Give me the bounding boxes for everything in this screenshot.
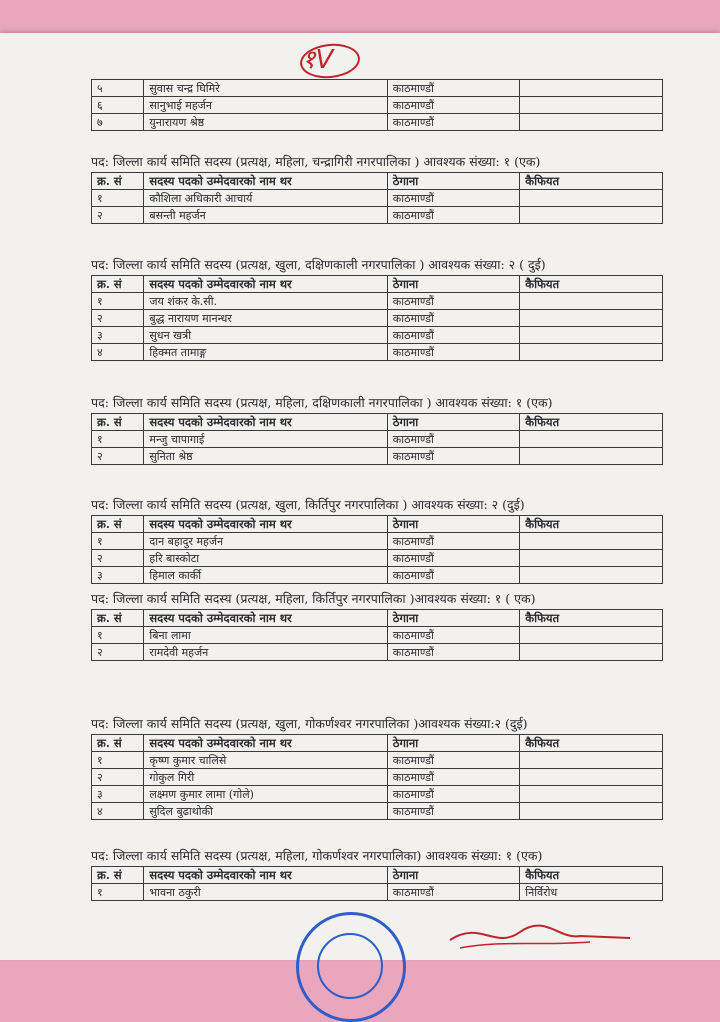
candidate-name-cell: सुनिता श्रेष्ठ <box>144 448 387 465</box>
table-row <box>92 344 663 361</box>
header-address: ठेगाना <box>387 173 519 190</box>
continuation-table <box>91 79 663 131</box>
remarks-cell <box>520 533 663 550</box>
remarks-cell <box>520 310 663 327</box>
address-cell: काठमाण्डौं <box>387 644 519 661</box>
candidate-name-cell: भावना ठकुरी <box>144 884 387 901</box>
table-header-row <box>92 516 663 533</box>
serial-number-cell: ३ <box>92 786 144 803</box>
candidate-name-cell: दान बहादुर महर्जन <box>144 533 387 550</box>
address-cell: काठमाण्डौं <box>387 752 519 769</box>
address-cell: काठमाण्डौं <box>387 550 519 567</box>
candidate-name-cell: बिना लामा <box>144 627 387 644</box>
candidate-name-cell: लक्ष्मण कुमार लामा (गोले) <box>144 786 387 803</box>
table-row <box>92 752 663 769</box>
serial-number-cell: १ <box>92 431 144 448</box>
remarks-cell <box>520 627 663 644</box>
remarks-cell <box>520 644 663 661</box>
header-address: ठेगाना <box>387 735 519 752</box>
candidate-table <box>91 275 663 361</box>
table-header-row <box>92 735 663 752</box>
table-row <box>92 803 663 820</box>
stamp-inner-ring <box>317 933 383 999</box>
candidate-name-cell: बसन्ती महर्जन <box>144 207 387 224</box>
address-cell: काठमाण्डौं <box>387 803 519 820</box>
table-row <box>92 431 663 448</box>
table-row <box>92 533 663 550</box>
serial-number-cell: ४ <box>92 344 144 361</box>
header-address: ठेगाना <box>387 276 519 293</box>
remarks-cell <box>520 752 663 769</box>
table-row <box>92 310 663 327</box>
address-cell: काठमाण्डौं <box>387 448 519 465</box>
remarks-cell <box>520 786 663 803</box>
position-section <box>85 716 665 820</box>
candidate-name-cell: हिमाल कार्की <box>144 567 387 584</box>
remarks-cell <box>520 207 663 224</box>
candidate-name-cell: गोकुल गिरी <box>144 769 387 786</box>
continuation-section <box>85 79 665 131</box>
candidate-name-cell: सुदिल बुढाथोकी <box>144 803 387 820</box>
serial-number-cell: १ <box>92 627 144 644</box>
header-serial-number: क्र. सं <box>92 276 144 293</box>
remarks-cell <box>520 550 663 567</box>
header-serial-number: क्र. सं <box>92 735 144 752</box>
address-cell: काठमाण्डौं <box>387 293 519 310</box>
table-row <box>92 448 663 465</box>
header-address: ठेगाना <box>387 610 519 627</box>
header-remarks: कैफियत <box>520 276 663 293</box>
address-cell: काठमाण्डौं <box>387 114 519 131</box>
header-remarks: कैफियत <box>520 735 663 752</box>
serial-number-cell: २ <box>92 644 144 661</box>
table-row <box>92 80 663 97</box>
serial-number-cell: ३ <box>92 567 144 584</box>
signature <box>440 910 640 958</box>
serial-number-cell: ३ <box>92 327 144 344</box>
serial-number-cell: १ <box>92 533 144 550</box>
table-row <box>92 769 663 786</box>
table-header-row <box>92 173 663 190</box>
header-remarks: कैफियत <box>520 867 663 884</box>
header-serial-number: क्र. सं <box>92 173 144 190</box>
candidate-name-cell: युनारायण श्रेष्ठ <box>144 114 387 131</box>
remarks-cell <box>520 293 663 310</box>
header-address: ठेगाना <box>387 867 519 884</box>
address-cell: काठमाण्डौं <box>387 80 519 97</box>
table-row <box>92 644 663 661</box>
position-section <box>85 257 665 361</box>
table-header-row <box>92 276 663 293</box>
position-heading: पद: जिल्ला कार्य समिति सदस्य (प्रत्यक्ष, महिला, चन्द्रागिरी नगरपालिका ) आवश्यक संख्या: १ (एक) <box>91 154 541 169</box>
page-number: १V <box>302 45 334 75</box>
serial-number-cell: १ <box>92 752 144 769</box>
table-row <box>92 327 663 344</box>
serial-number-cell: ६ <box>92 97 144 114</box>
position-heading: पद: जिल्ला कार्य समिति सदस्य (प्रत्यक्ष, खुला, गोकर्णश्वर नगरपालिका )आवश्यक संख्या:२ (दुई) <box>91 716 528 731</box>
candidate-name-cell: सुधन खत्री <box>144 327 387 344</box>
remarks-cell <box>520 431 663 448</box>
address-cell: काठमाण्डौं <box>387 627 519 644</box>
table-row <box>92 786 663 803</box>
remarks-cell <box>520 567 663 584</box>
position-heading: पद: जिल्ला कार्य समिति सदस्य (प्रत्यक्ष, खुला, किर्तिपुर नगरपालिका ) आवश्यक संख्या: २ (दुई) <box>91 497 525 512</box>
address-cell: काठमाण्डौं <box>387 533 519 550</box>
header-serial-number: क्र. सं <box>92 610 144 627</box>
remarks-cell <box>520 448 663 465</box>
address-cell: काठमाण्डौं <box>387 310 519 327</box>
address-cell: काठमाण्डौं <box>387 190 519 207</box>
address-cell: काठमाण्डौं <box>387 327 519 344</box>
serial-number-cell: २ <box>92 448 144 465</box>
table-row <box>92 884 663 901</box>
header-remarks: कैफियत <box>520 414 663 431</box>
serial-number-cell: २ <box>92 550 144 567</box>
serial-number-cell: ७ <box>92 114 144 131</box>
candidate-table <box>91 866 663 901</box>
candidate-name-cell: हरि बास्कोटा <box>144 550 387 567</box>
header-address: ठेगाना <box>387 414 519 431</box>
candidate-name-cell: कौशिला अधिकारी आचार्य <box>144 190 387 207</box>
serial-number-cell: २ <box>92 310 144 327</box>
serial-number-cell: ५ <box>92 80 144 97</box>
header-candidate-name: सदस्य पदको उम्मेदवारको नाम थर <box>144 867 387 884</box>
table-row <box>92 114 663 131</box>
candidate-name-cell: हिक्मत तामाङ्ग <box>144 344 387 361</box>
header-candidate-name: सदस्य पदको उम्मेदवारको नाम थर <box>144 414 387 431</box>
address-cell: काठमाण्डौं <box>387 97 519 114</box>
serial-number-cell: १ <box>92 884 144 901</box>
header-candidate-name: सदस्य पदको उम्मेदवारको नाम थर <box>144 735 387 752</box>
candidate-table <box>91 609 663 661</box>
address-cell: काठमाण्डौं <box>387 786 519 803</box>
position-heading: पद: जिल्ला कार्य समिति सदस्य (प्रत्यक्ष, महिला, किर्तिपुर नगरपालिका )आवश्यक संख्या: १ ( एक) <box>91 591 536 606</box>
header-candidate-name: सदस्य पदको उम्मेदवारको नाम थर <box>144 173 387 190</box>
candidate-name-cell: रामदेवी महर्जन <box>144 644 387 661</box>
address-cell: काठमाण्डौं <box>387 884 519 901</box>
serial-number-cell: ४ <box>92 803 144 820</box>
candidate-name-cell: सानुभाई महर्जन <box>144 97 387 114</box>
table-row <box>92 293 663 310</box>
remarks-cell <box>520 327 663 344</box>
candidate-name-cell: मन्जु चापागाई <box>144 431 387 448</box>
table-header-row <box>92 414 663 431</box>
serial-number-cell: २ <box>92 207 144 224</box>
address-cell: काठमाण्डौं <box>387 207 519 224</box>
position-section <box>85 395 665 465</box>
header-candidate-name: सदस्य पदको उम्मेदवारको नाम थर <box>144 516 387 533</box>
position-heading: पद: जिल्ला कार्य समिति सदस्य (प्रत्यक्ष, महिला, गोकर्णश्वर नगरपालिका) आवश्यक संख्या: १ (एक) <box>91 848 543 863</box>
address-cell: काठमाण्डौं <box>387 344 519 361</box>
remarks-cell <box>520 769 663 786</box>
header-candidate-name: सदस्य पदको उम्मेदवारको नाम थर <box>144 610 387 627</box>
table-row <box>92 207 663 224</box>
serial-number-cell: १ <box>92 293 144 310</box>
header-serial-number: क्र. सं <box>92 516 144 533</box>
position-section <box>85 497 665 584</box>
candidate-table <box>91 515 663 584</box>
position-section <box>85 848 665 901</box>
candidate-table <box>91 172 663 224</box>
remarks-cell <box>520 80 663 97</box>
office-stamp <box>296 912 406 1022</box>
serial-number-cell: २ <box>92 769 144 786</box>
position-heading: पद: जिल्ला कार्य समिति सदस्य (प्रत्यक्ष, महिला, दक्षिणकाली नगरपालिका ) आवश्यक संख्या: १ (एक) <box>91 395 553 410</box>
serial-number-cell: १ <box>92 190 144 207</box>
header-remarks: कैफियत <box>520 173 663 190</box>
table-row <box>92 567 663 584</box>
position-section <box>85 154 665 224</box>
table-row <box>92 190 663 207</box>
position-section <box>85 591 665 661</box>
header-serial-number: क्र. सं <box>92 867 144 884</box>
remarks-cell <box>520 344 663 361</box>
header-address: ठेगाना <box>387 516 519 533</box>
address-cell: काठमाण्डौं <box>387 769 519 786</box>
candidate-name-cell: बुद्ध नारायण मानन्धर <box>144 310 387 327</box>
table-row <box>92 550 663 567</box>
table-header-row <box>92 867 663 884</box>
address-cell: काठमाण्डौं <box>387 567 519 584</box>
table-row <box>92 627 663 644</box>
remarks-cell <box>520 97 663 114</box>
remarks-cell <box>520 114 663 131</box>
candidate-table <box>91 734 663 820</box>
candidate-name-cell: कृष्ण कुमार चालिसे <box>144 752 387 769</box>
remarks-cell <box>520 190 663 207</box>
candidate-name-cell: सुवास चन्द्र घिमिरे <box>144 80 387 97</box>
header-remarks: कैफियत <box>520 610 663 627</box>
candidate-table <box>91 413 663 465</box>
remarks-cell <box>520 803 663 820</box>
header-remarks: कैफियत <box>520 516 663 533</box>
header-candidate-name: सदस्य पदको उम्मेदवारको नाम थर <box>144 276 387 293</box>
table-row <box>92 97 663 114</box>
table-header-row <box>92 610 663 627</box>
candidate-name-cell: जय शंकर के.सी. <box>144 293 387 310</box>
remarks-cell: निर्विरोध <box>520 884 663 901</box>
header-serial-number: क्र. सं <box>92 414 144 431</box>
address-cell: काठमाण्डौं <box>387 431 519 448</box>
position-heading: पद: जिल्ला कार्य समिति सदस्य (प्रत्यक्ष, खुला, दक्षिणकाली नगरपालिका ) आवश्यक संख्या: २ ( दुई) <box>91 257 546 272</box>
